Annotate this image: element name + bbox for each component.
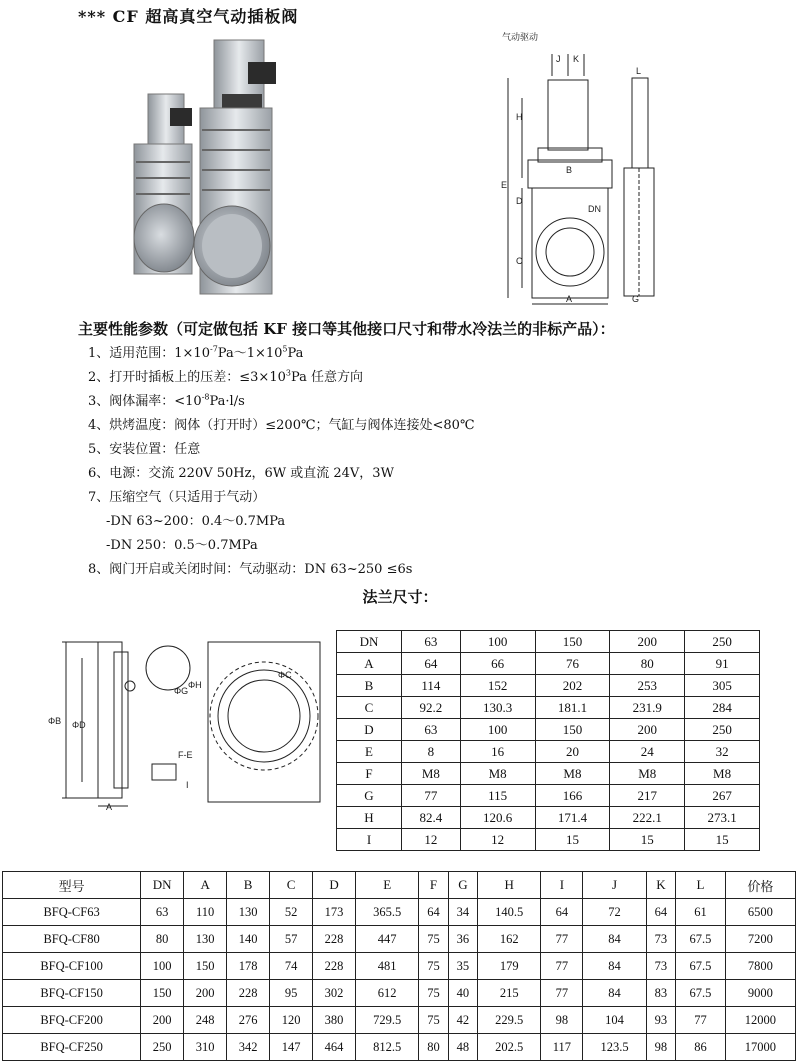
flange-row [337, 807, 760, 829]
model-cell: 447 [356, 926, 419, 953]
model-cell: 75 [419, 926, 448, 953]
flange-row [337, 675, 760, 697]
model-cell: 95 [270, 980, 313, 1007]
model-header-cell: 价格 [725, 872, 795, 899]
model-cell: 74 [270, 953, 313, 980]
model-cell: 117 [541, 1034, 583, 1061]
model-cell: 200 [184, 980, 227, 1007]
model-cell: 228 [313, 926, 356, 953]
flange-row [337, 785, 760, 807]
spec-item: 8、阀门开启或关闭时间：气动驱动：DN 63~250 ≤6s [88, 562, 413, 577]
flange-cell: DN [337, 631, 402, 653]
model-cell: 84 [583, 953, 646, 980]
flange-cell: A [337, 653, 402, 675]
model-cell: 147 [270, 1034, 313, 1061]
flange-cell: 64 [402, 653, 461, 675]
model-cell: 84 [583, 926, 646, 953]
flange-cell: M8 [535, 763, 610, 785]
flange-cell: 115 [460, 785, 535, 807]
model-cell: 12000 [725, 1007, 795, 1034]
flange-cell: 231.9 [610, 697, 685, 719]
flange-cell: M8 [610, 763, 685, 785]
svg-text:F-E: F-E [178, 750, 193, 760]
model-cell: 173 [313, 899, 356, 926]
flange-row [337, 829, 760, 851]
model-cell: 77 [541, 926, 583, 953]
flange-cell: I [337, 829, 402, 851]
flange-cell: 250 [685, 719, 760, 741]
svg-text:H: H [516, 112, 523, 122]
spec-item: -DN 63~200：0.4～0.7MPa [106, 514, 286, 529]
flange-cell: 150 [535, 631, 610, 653]
model-cell: 80 [141, 926, 184, 953]
flange-cell: 114 [402, 675, 461, 697]
flange-cell: 32 [685, 741, 760, 763]
flange-cell: 273.1 [685, 807, 760, 829]
model-header-cell: A [184, 872, 227, 899]
flange-cell: F [337, 763, 402, 785]
model-cell: 9000 [725, 980, 795, 1007]
model-cell: 229.5 [478, 1007, 541, 1034]
flange-cell: 181.1 [535, 697, 610, 719]
model-header-cell: K [646, 872, 675, 899]
flange-row [337, 741, 760, 763]
flange-cell: 200 [610, 719, 685, 741]
model-header-cell: F [419, 872, 448, 899]
model-cell: 302 [313, 980, 356, 1007]
model-row [3, 1007, 796, 1034]
model-cell: 64 [541, 899, 583, 926]
model-header-cell: I [541, 872, 583, 899]
model-cell: 162 [478, 926, 541, 953]
flange-cell: 217 [610, 785, 685, 807]
flange-cell: 130.3 [460, 697, 535, 719]
model-cell: 310 [184, 1034, 227, 1061]
spec-item: 5、安装位置：任意 [88, 442, 201, 457]
flange-cell: 66 [460, 653, 535, 675]
flange-dimension-table [336, 630, 760, 851]
model-cell: 86 [676, 1034, 726, 1061]
flange-cell: 16 [460, 741, 535, 763]
model-header-cell: L [676, 872, 726, 899]
model-cell: 75 [419, 980, 448, 1007]
flange-row [337, 653, 760, 675]
model-cell: 75 [419, 953, 448, 980]
flange-cell: 284 [685, 697, 760, 719]
model-header-cell: G [448, 872, 477, 899]
model-cell: 73 [646, 926, 675, 953]
model-cell: BFQ-CF63 [3, 899, 141, 926]
svg-text:ΦD: ΦD [72, 720, 86, 730]
model-cell: 98 [646, 1034, 675, 1061]
flange-cell: 152 [460, 675, 535, 697]
flange-cell: B [337, 675, 402, 697]
flange-cell: 267 [685, 785, 760, 807]
drive-type-label: 气动驱动 [502, 32, 539, 42]
flange-row [337, 719, 760, 741]
svg-text:ΦC: ΦC [278, 670, 292, 680]
model-header-cell: E [356, 872, 419, 899]
model-cell: 276 [227, 1007, 270, 1034]
model-cell: 48 [448, 1034, 477, 1061]
model-cell: 73 [646, 953, 675, 980]
svg-text:I: I [186, 780, 189, 790]
model-header-cell: DN [141, 872, 184, 899]
flange-cell: 77 [402, 785, 461, 807]
model-row [3, 1034, 796, 1061]
flange-cell: 250 [685, 631, 760, 653]
flange-cell: 120.6 [460, 807, 535, 829]
flange-cell: 92.2 [402, 697, 461, 719]
model-cell: 52 [270, 899, 313, 926]
model-cell: 61 [676, 899, 726, 926]
model-cell: 110 [184, 899, 227, 926]
model-cell: 200 [141, 1007, 184, 1034]
page-title: *** CF 超高真空气动插板阀 [78, 7, 299, 26]
flange-row [337, 697, 760, 719]
svg-text:A: A [566, 294, 573, 304]
model-row [3, 926, 796, 953]
model-cell: 140.5 [478, 899, 541, 926]
model-cell: 77 [541, 980, 583, 1007]
flange-cell: 166 [535, 785, 610, 807]
flange-cell: 222.1 [610, 807, 685, 829]
model-cell: 64 [419, 899, 448, 926]
model-cell: 104 [583, 1007, 646, 1034]
flange-cell: 24 [610, 741, 685, 763]
model-cell: 150 [141, 980, 184, 1007]
model-header-cell: 型号 [3, 872, 141, 899]
svg-text:C: C [516, 256, 523, 266]
svg-text:J: J [556, 54, 561, 64]
model-cell: 248 [184, 1007, 227, 1034]
flange-cell: 305 [685, 675, 760, 697]
model-cell: 67.5 [676, 980, 726, 1007]
spec-item: 3、阀体漏率：$<10^{-8}Pa\cdot l/s$ [88, 392, 245, 409]
flange-cell: G [337, 785, 402, 807]
spec-item: -DN 250：0.5～0.7MPa [106, 538, 258, 553]
model-cell: 7800 [725, 953, 795, 980]
flange-cell: 171.4 [535, 807, 610, 829]
model-cell: 812.5 [356, 1034, 419, 1061]
model-cell: 464 [313, 1034, 356, 1061]
flange-heading: 法兰尺寸： [362, 588, 438, 606]
svg-text:L: L [636, 66, 642, 76]
model-cell: 80 [419, 1034, 448, 1061]
flange-cell: E [337, 741, 402, 763]
model-cell: 6500 [725, 899, 795, 926]
model-cell: 67.5 [676, 926, 726, 953]
flange-cell: 200 [610, 631, 685, 653]
flange-cell: 150 [535, 719, 610, 741]
flange-cell: 63 [402, 719, 461, 741]
flange-cell: 100 [460, 631, 535, 653]
model-cell: 380 [313, 1007, 356, 1034]
model-cell: 57 [270, 926, 313, 953]
model-cell: 365.5 [356, 899, 419, 926]
model-cell: BFQ-CF200 [3, 1007, 141, 1034]
model-cell: 140 [227, 926, 270, 953]
model-cell: 130 [227, 899, 270, 926]
flange-cell: 15 [535, 829, 610, 851]
model-cell: BFQ-CF150 [3, 980, 141, 1007]
model-cell: 612 [356, 980, 419, 1007]
flange-cell: 8 [402, 741, 461, 763]
spec-item: 1、适用范围：$1\times 10^{-7}Pa\sim 1\times 10^5Pa$ [88, 344, 304, 361]
flange-cell: 202 [535, 675, 610, 697]
svg-text:A: A [106, 802, 113, 812]
model-header-cell: D [313, 872, 356, 899]
model-cell: 98 [541, 1007, 583, 1034]
flange-cell: 12 [402, 829, 461, 851]
flange-cell: D [337, 719, 402, 741]
svg-text:ΦB: ΦB [48, 716, 62, 726]
model-cell: 72 [583, 899, 646, 926]
model-cell: 93 [646, 1007, 675, 1034]
specs-heading: 主要性能参数（可定做包括 KF 接口等其他接口尺寸和带水冷法兰的非标产品）： [78, 320, 615, 338]
flange-dimension-drawing [42, 628, 330, 814]
model-cell: 7200 [725, 926, 795, 953]
svg-text:DN: DN [588, 204, 601, 214]
model-cell: 100 [141, 953, 184, 980]
spec-item: 2、打开时插板上的压差：$\le 3\times 10^3Pa$ 任意方向 [88, 368, 364, 385]
spec-item: 4、烘烤温度：阀体（打开时）≤200℃；气缸与阀体连接处<80℃ [88, 418, 475, 433]
flange-cell: 91 [685, 653, 760, 675]
model-cell: 120 [270, 1007, 313, 1034]
model-cell: 83 [646, 980, 675, 1007]
model-cell: 34 [448, 899, 477, 926]
model-cell: BFQ-CF100 [3, 953, 141, 980]
model-cell: 77 [676, 1007, 726, 1034]
svg-text:ΦG: ΦG [174, 686, 189, 696]
model-cell: 228 [313, 953, 356, 980]
model-cell: 67.5 [676, 953, 726, 980]
svg-text:D: D [516, 196, 523, 206]
model-cell: 130 [184, 926, 227, 953]
model-row [3, 953, 796, 980]
model-cell: 40 [448, 980, 477, 1007]
flange-cell: 80 [610, 653, 685, 675]
svg-text:G: G [632, 294, 640, 304]
svg-text:ΦH: ΦH [188, 680, 202, 690]
flange-cell: 15 [610, 829, 685, 851]
model-cell: 123.5 [583, 1034, 646, 1061]
spec-item: 7、压缩空气（只适用于气动） [88, 490, 266, 505]
flange-cell: 82.4 [402, 807, 461, 829]
model-cell: 42 [448, 1007, 477, 1034]
model-cell: 75 [419, 1007, 448, 1034]
model-cell: 228 [227, 980, 270, 1007]
model-header-cell: J [583, 872, 646, 899]
model-cell: 202.5 [478, 1034, 541, 1061]
model-header-cell: H [478, 872, 541, 899]
model-cell: BFQ-CF250 [3, 1034, 141, 1061]
model-cell: 178 [227, 953, 270, 980]
flange-row [337, 763, 760, 785]
flange-cell: M8 [402, 763, 461, 785]
valve-dimension-drawing [492, 28, 696, 308]
model-cell: BFQ-CF80 [3, 926, 141, 953]
flange-cell: 76 [535, 653, 610, 675]
model-cell: 63 [141, 899, 184, 926]
flange-cell: M8 [460, 763, 535, 785]
model-cell: 36 [448, 926, 477, 953]
model-cell: 342 [227, 1034, 270, 1061]
flange-cell: C [337, 697, 402, 719]
model-cell: 481 [356, 953, 419, 980]
model-cell: 150 [184, 953, 227, 980]
model-cell: 729.5 [356, 1007, 419, 1034]
model-cell: 179 [478, 953, 541, 980]
spec-item: 6、电源：交流 220V 50Hz，6W 或直流 24V，3W [88, 466, 394, 481]
model-cell: 84 [583, 980, 646, 1007]
model-header-cell: B [227, 872, 270, 899]
svg-text:B: B [566, 165, 573, 175]
flange-cell: 253 [610, 675, 685, 697]
model-cell: 77 [541, 953, 583, 980]
flange-cell: 63 [402, 631, 461, 653]
flange-cell: M8 [685, 763, 760, 785]
model-row [3, 899, 796, 926]
model-header-cell: C [270, 872, 313, 899]
flange-cell: 20 [535, 741, 610, 763]
model-row [3, 980, 796, 1007]
model-cell: 35 [448, 953, 477, 980]
flange-row [337, 631, 760, 653]
flange-cell: H [337, 807, 402, 829]
svg-text:E: E [501, 180, 508, 190]
flange-cell: 100 [460, 719, 535, 741]
model-cell: 215 [478, 980, 541, 1007]
flange-cell: 12 [460, 829, 535, 851]
svg-text:K: K [573, 54, 580, 64]
model-cell: 250 [141, 1034, 184, 1061]
model-cell: 17000 [725, 1034, 795, 1061]
flange-cell: 15 [685, 829, 760, 851]
product-photo [118, 34, 350, 302]
model-cell: 64 [646, 899, 675, 926]
model-price-table [2, 871, 796, 1061]
